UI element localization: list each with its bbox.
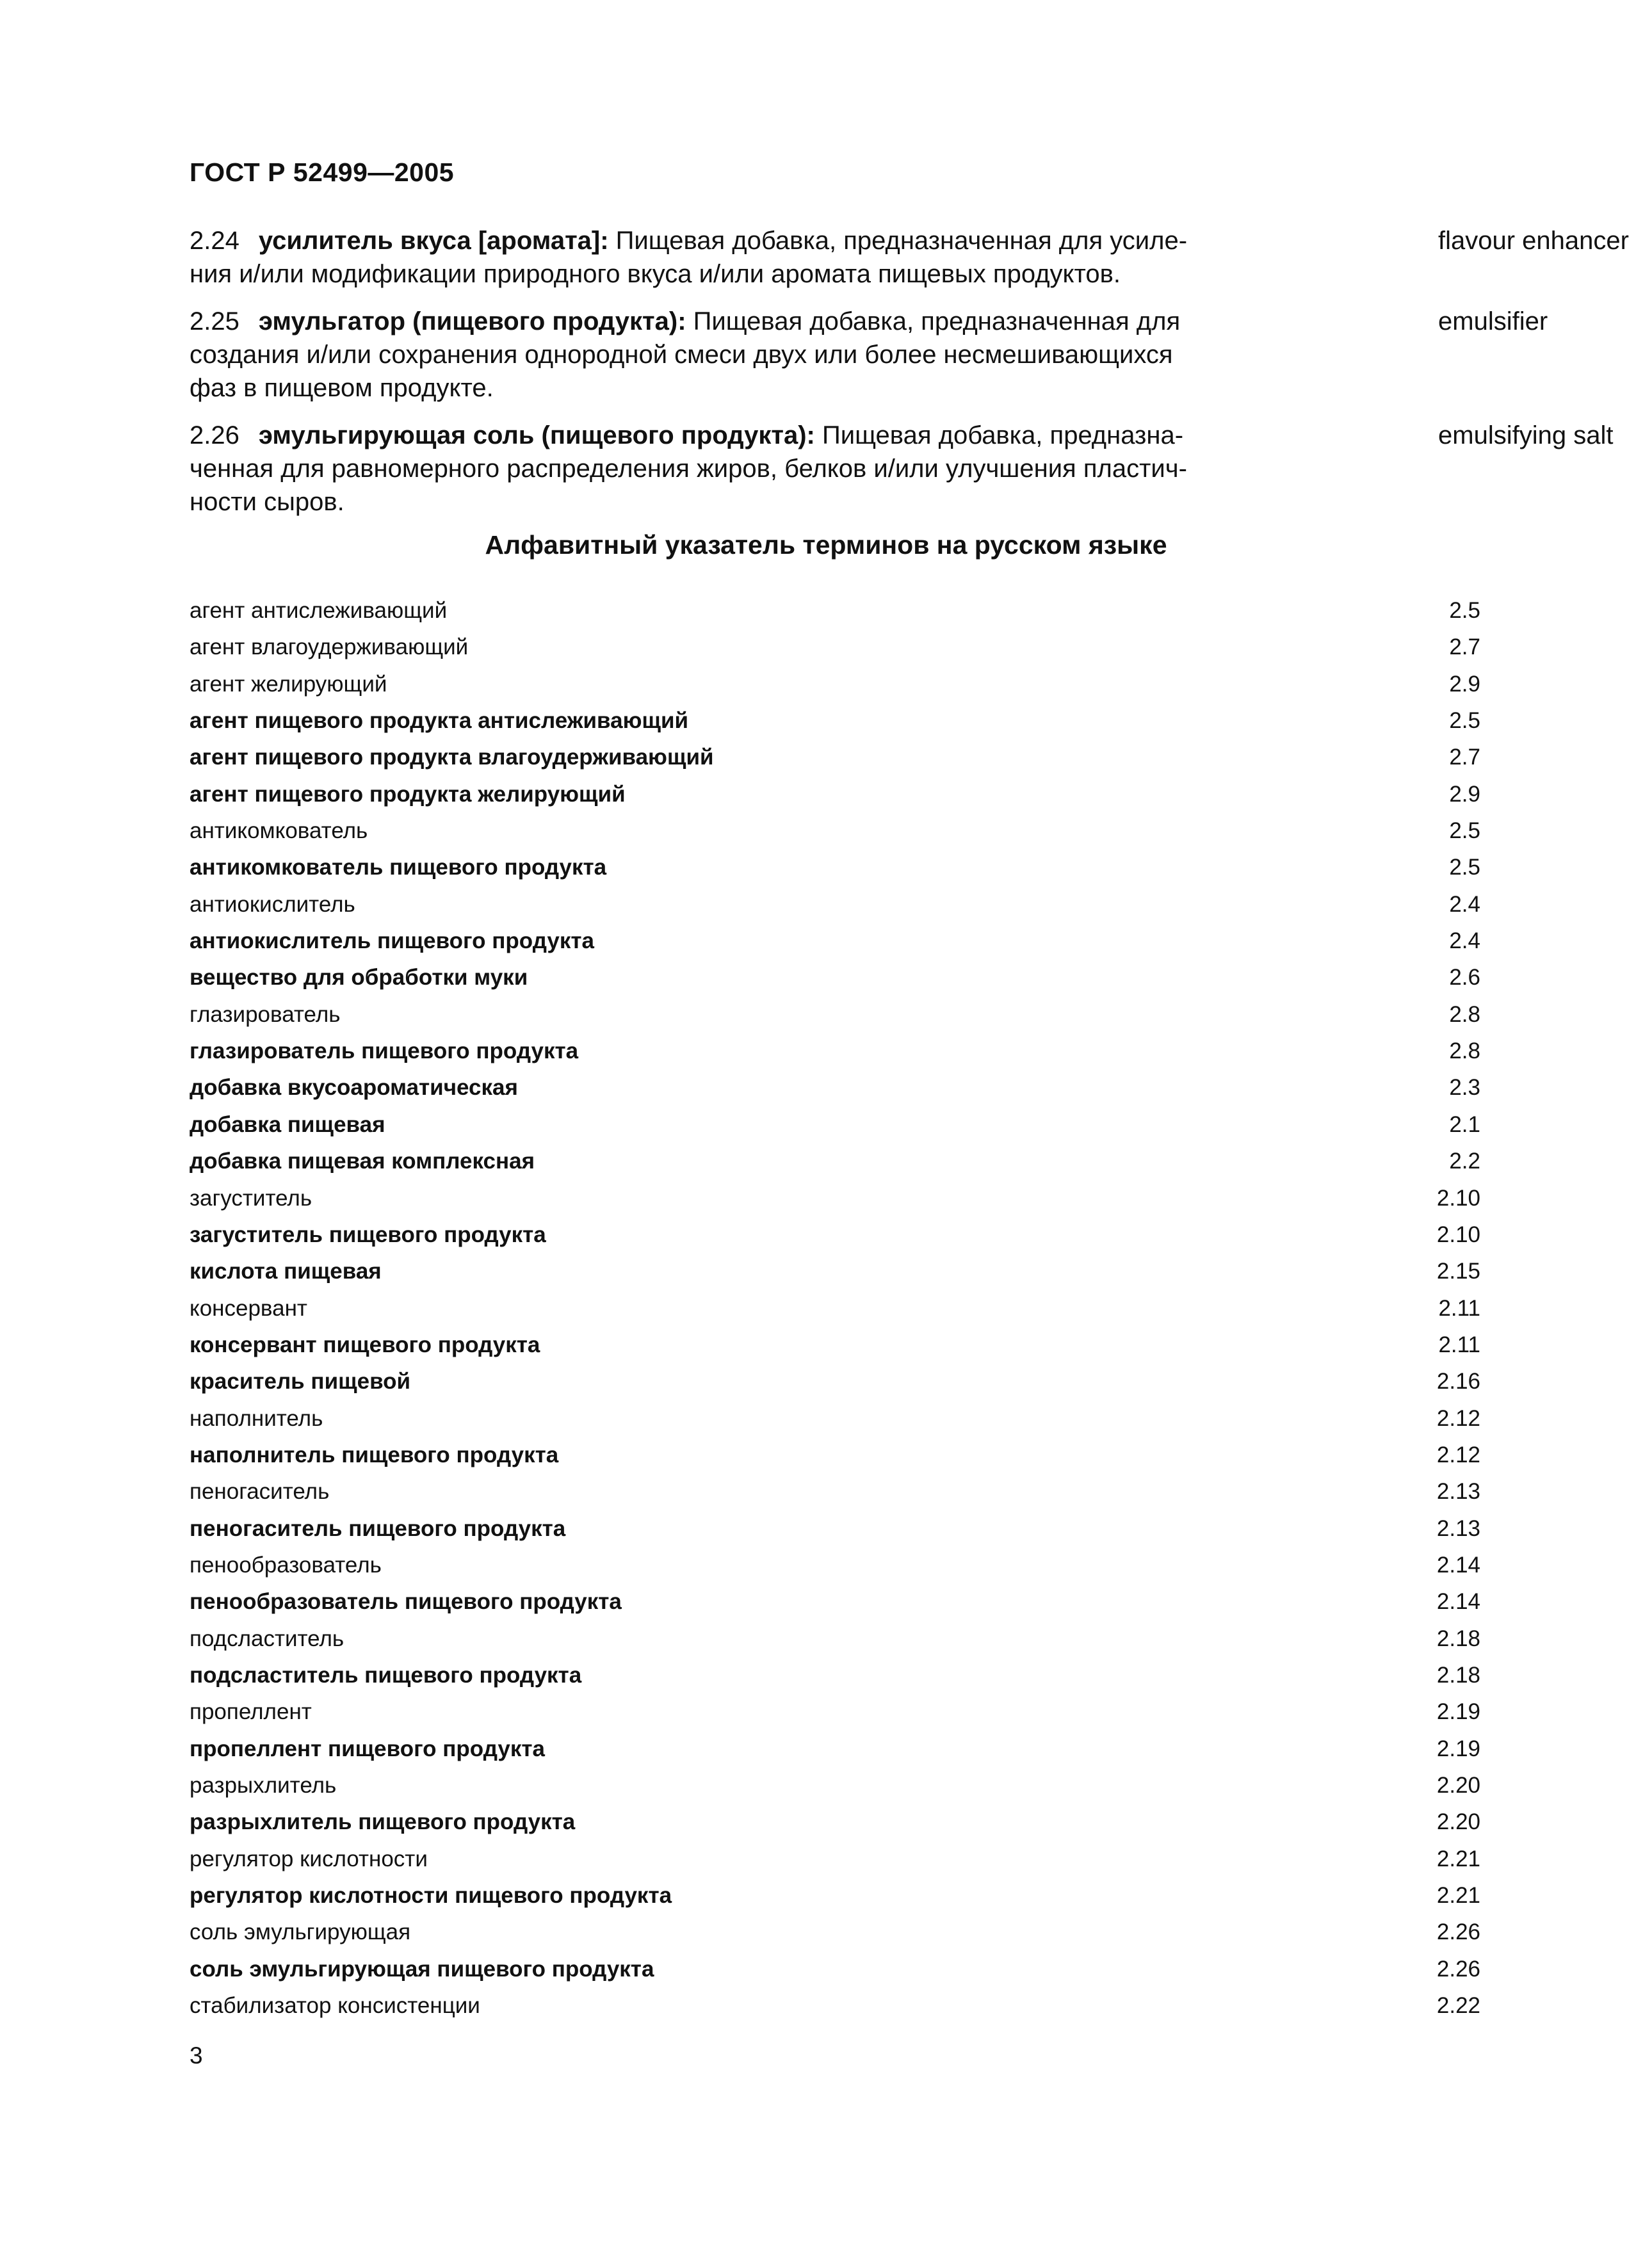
index-row xyxy=(190,1069,1480,1106)
term-name: эмульгирующая соль (пищевого продукта): xyxy=(258,421,815,449)
index-reference: 2.19 xyxy=(1436,1736,1480,1761)
index-row xyxy=(190,1143,1480,1179)
index-reference: 2.12 xyxy=(1436,1442,1480,1467)
index-reference: 2.18 xyxy=(1436,1662,1480,1688)
index-row xyxy=(190,1767,1480,1804)
english-equivalent: emulsifying salt xyxy=(1438,421,1614,449)
index-row xyxy=(190,1400,1480,1437)
index-reference: 2.21 xyxy=(1436,1846,1480,1871)
index-row xyxy=(190,1841,1480,1877)
index-term: глазирователь пищевого продукта xyxy=(190,1038,579,1064)
index-term: глазирователь xyxy=(190,1001,341,1027)
index-row xyxy=(190,1657,1480,1693)
index-row xyxy=(190,849,1480,885)
index-reference: 2.8 xyxy=(1449,1038,1480,1064)
index-row xyxy=(190,592,1480,629)
definition-line: создания и/или сохранения однородной смеси двух или более несмешивающихся xyxy=(190,341,1173,369)
index-reference: 2.14 xyxy=(1436,1589,1480,1615)
definition-line: Пищевая добавка, предназна- xyxy=(814,421,1184,449)
index-row xyxy=(190,812,1480,849)
document-header: ГОСТ Р 52499—2005 xyxy=(190,158,455,187)
definition-line: Пищевая добавка, предназначенная для усиле- xyxy=(608,227,1188,255)
index-reference: 2.2 xyxy=(1449,1149,1480,1174)
index-term: добавка вкусоароматическая xyxy=(190,1075,518,1101)
index-reference: 2.13 xyxy=(1436,1479,1480,1505)
index-term: наполнитель пищевого продукта xyxy=(190,1442,559,1467)
index-term: разрыхлитель пищевого продукта xyxy=(190,1809,576,1835)
index-term: пенообразователь пищевого продукта xyxy=(190,1589,622,1615)
index-reference: 2.26 xyxy=(1436,1956,1480,1982)
index-row xyxy=(190,1804,1480,1840)
index-reference: 2.4 xyxy=(1449,891,1480,917)
index-row xyxy=(190,1583,1480,1620)
index-term: агент желирующий xyxy=(190,671,387,697)
index-row xyxy=(190,739,1480,775)
index-term: разрыхлитель xyxy=(190,1773,337,1798)
index-reference: 2.7 xyxy=(1449,745,1480,770)
index-reference: 2.22 xyxy=(1436,1993,1480,2019)
index-term: добавка пищевая xyxy=(190,1111,385,1137)
index-row xyxy=(190,1253,1480,1289)
index-reference: 2.20 xyxy=(1436,1809,1480,1835)
index-row xyxy=(190,1437,1480,1473)
term-entry xyxy=(190,305,1548,405)
index-row xyxy=(190,1106,1480,1143)
index-reference: 2.21 xyxy=(1436,1883,1480,1909)
index-reference: 2.11 xyxy=(1438,1295,1480,1321)
index-term: антикомкователь xyxy=(190,818,368,844)
index-reference: 2.1 xyxy=(1449,1111,1480,1137)
index-row xyxy=(190,1510,1480,1547)
index-reference: 2.11 xyxy=(1438,1332,1480,1357)
index-term: подсластитель пищевого продукта xyxy=(190,1662,582,1688)
index-row xyxy=(190,886,1480,923)
term-number: 2.24 xyxy=(190,227,239,255)
index-reference: 2.14 xyxy=(1436,1552,1480,1578)
index-reference: 2.19 xyxy=(1436,1699,1480,1725)
term-number: 2.26 xyxy=(190,421,239,449)
index-term: вещество для обработки муки xyxy=(190,965,528,990)
english-equivalent: emulsifier xyxy=(1438,307,1548,335)
index-reference: 2.5 xyxy=(1449,818,1480,844)
index-reference: 2.7 xyxy=(1449,634,1480,660)
index-term: соль эмульгирующая xyxy=(190,1919,411,1945)
index-term: агент влагоудерживающий xyxy=(190,634,469,660)
index-term: загуститель пищевого продукта xyxy=(190,1222,546,1247)
index-term: загуститель xyxy=(190,1185,312,1211)
index-reference: 2.5 xyxy=(1449,598,1480,623)
english-equivalent: flavour enhancer xyxy=(1438,227,1629,255)
index-term: наполнитель xyxy=(190,1405,323,1431)
index-term: антикомкователь пищевого продукта xyxy=(190,855,607,880)
index-reference: 2.9 xyxy=(1449,671,1480,697)
index-row xyxy=(190,776,1480,812)
index-reference: 2.5 xyxy=(1449,855,1480,880)
index-row xyxy=(190,629,1480,665)
index-row xyxy=(190,923,1480,959)
index-row xyxy=(190,1363,1480,1400)
index-reference: 2.15 xyxy=(1436,1259,1480,1284)
index-reference: 2.9 xyxy=(1449,781,1480,807)
index-reference: 2.3 xyxy=(1449,1075,1480,1101)
index-term: регулятор кислотности xyxy=(190,1846,428,1871)
term-entry xyxy=(190,419,1614,519)
index-term: кислота пищевая xyxy=(190,1259,382,1284)
index-term: соль эмульгирующая пищевого продукта xyxy=(190,1956,654,1982)
index-title: Алфавитный указатель терминов на русском языке xyxy=(485,530,1167,560)
index-row xyxy=(190,1693,1480,1730)
index-row xyxy=(190,666,1480,702)
index-reference: 2.13 xyxy=(1436,1515,1480,1541)
index-reference: 2.6 xyxy=(1449,965,1480,990)
index-term: антиокислитель пищевого продукта xyxy=(190,928,594,954)
index-row xyxy=(190,1620,1480,1657)
definition-line: Пищевая добавка, предназначенная для xyxy=(686,307,1181,335)
index-term: регулятор кислотности пищевого продукта xyxy=(190,1883,672,1909)
index-term: пропеллент пищевого продукта xyxy=(190,1736,545,1761)
index-reference: 2.12 xyxy=(1436,1405,1480,1431)
index-term: пеногаситель пищевого продукта xyxy=(190,1515,566,1541)
index-term: пеногаситель xyxy=(190,1479,330,1505)
index-reference: 2.8 xyxy=(1449,1001,1480,1027)
index-row xyxy=(190,702,1480,739)
index-row xyxy=(190,1987,1480,2024)
index-term: стабилизатор консистенции xyxy=(190,1993,480,2019)
index-reference: 2.5 xyxy=(1449,708,1480,734)
index-row xyxy=(190,1951,1480,1987)
index-row xyxy=(190,1033,1480,1069)
index-reference: 2.18 xyxy=(1436,1626,1480,1651)
index-term: агент антислеживающий xyxy=(190,598,448,623)
page-number: 3 xyxy=(190,2042,203,2069)
term-definition xyxy=(190,305,1214,405)
index-row xyxy=(190,1473,1480,1510)
index-reference: 2.10 xyxy=(1436,1185,1480,1211)
term-definition xyxy=(190,419,1214,519)
index-row xyxy=(190,959,1480,996)
index-row xyxy=(190,1216,1480,1253)
index-row xyxy=(190,1547,1480,1583)
definition-line: ности сыров. xyxy=(190,488,344,516)
index-term: консервант пищевого продукта xyxy=(190,1332,540,1357)
index-row xyxy=(190,1731,1480,1767)
index-term: пропеллент xyxy=(190,1699,312,1725)
index-reference: 2.10 xyxy=(1436,1222,1480,1247)
index-term: агент пищевого продукта влагоудерживающий xyxy=(190,745,714,770)
term-name: эмульгатор (пищевого продукта): xyxy=(258,307,686,335)
index-term: добавка пищевая комплексная xyxy=(190,1149,535,1174)
index-row xyxy=(190,1290,1480,1327)
term-entry xyxy=(190,224,1629,291)
term-name: усилитель вкуса [аромата]: xyxy=(258,227,609,255)
definition-line: ченная для равномерного распределения жиров, белков и/или улучшения пластич- xyxy=(190,455,1187,483)
index-reference: 2.26 xyxy=(1436,1919,1480,1945)
term-number: 2.25 xyxy=(190,307,239,335)
index-term: пенообразователь xyxy=(190,1552,382,1578)
definition-line: ния и/или модификации природного вкуса и/или аромата пищевых продуктов. xyxy=(190,260,1121,288)
definition-line: фаз в пищевом продукте. xyxy=(190,374,494,402)
term-definition xyxy=(190,224,1214,291)
index-term: агент пищевого продукта антислеживающий xyxy=(190,708,689,734)
index-term: подсластитель xyxy=(190,1626,344,1651)
index-reference: 2.20 xyxy=(1436,1773,1480,1798)
index-term: консервант xyxy=(190,1295,307,1321)
index-row xyxy=(190,1914,1480,1950)
index-row xyxy=(190,1877,1480,1914)
index-term: краситель пищевой xyxy=(190,1369,411,1394)
index-reference: 2.16 xyxy=(1436,1369,1480,1394)
term-definitions xyxy=(190,224,1629,533)
index-row xyxy=(190,996,1480,1033)
index-row xyxy=(190,1180,1480,1216)
alphabetical-index xyxy=(190,592,1480,2024)
index-reference: 2.4 xyxy=(1449,928,1480,954)
index-term: антиокислитель xyxy=(190,891,355,917)
index-term: агент пищевого продукта желирующий xyxy=(190,781,626,807)
index-row xyxy=(190,1327,1480,1363)
